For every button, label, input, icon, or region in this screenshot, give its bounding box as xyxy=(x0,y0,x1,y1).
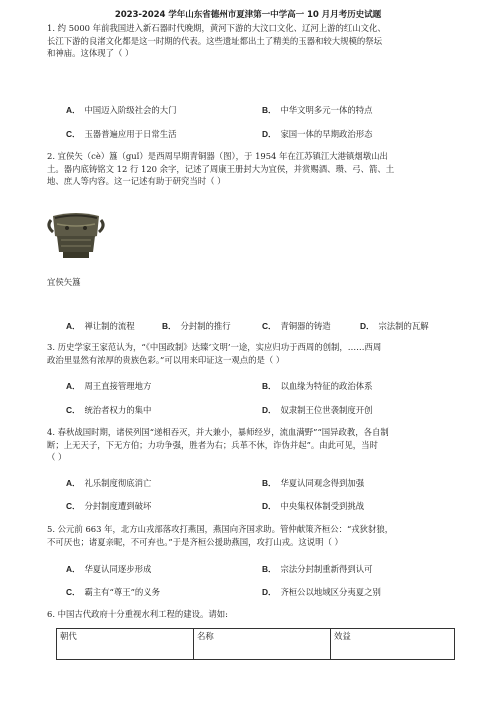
question-1-stem xyxy=(47,22,457,60)
q5-option-d[interactable]: D． 齐桓公以地域区分夷夏之别 xyxy=(262,587,381,597)
q1-option-c[interactable]: C． 玉器普遍应用于日常生活 xyxy=(66,129,177,139)
q2-option-b[interactable]: B． 分封制的推行 xyxy=(162,321,231,331)
q3-option-a[interactable]: A． 周王直接管理地方 xyxy=(66,381,152,391)
stem-line: 5. 公元前 663 年，北方山戎部落攻打燕国，燕国向齐国求助。管仲献策齐桓公：“戎狄豺狼， xyxy=(47,524,394,534)
q2-option-c[interactable]: C． 青铜器的铸造 xyxy=(262,321,331,331)
table-header-cell: 朝代 xyxy=(57,629,194,660)
q3-option-b[interactable]: B． 以血缘为特征的政治体系 xyxy=(262,381,373,391)
stem-line: 和神庙。这体现了（ ） xyxy=(47,48,134,59)
table-header-row xyxy=(57,629,455,660)
question-6-stem: 6. 中国古代政府十分重视水利工程的建设。请如: xyxy=(47,609,228,619)
stem-line: （ ） xyxy=(47,452,67,463)
stem-line: 政治里显然有浓厚的贵族色彩。”可以用来印证这一观点的是（ ） xyxy=(47,354,285,365)
table-header-cell: 效益 xyxy=(331,629,455,660)
q1-option-a[interactable]: A． 中国迈入阶级社会的大门 xyxy=(66,105,177,115)
q5-option-b[interactable]: B． 宗法分封制重新得到认可 xyxy=(262,564,373,574)
stem-line: 地、庶人等内容。这一记述有助于研究当时（ ） xyxy=(47,176,226,187)
question-5-stem xyxy=(47,523,457,548)
q3-option-d[interactable]: D． 奴隶制王位世袭制度开创 xyxy=(262,405,373,415)
stem-line: 不可厌也；诸夏亲昵，不可弃也。”于是齐桓公援助燕国，攻打山戎。这说明（ ） xyxy=(47,536,343,547)
q1-option-b[interactable]: B． 中华文明多元一体的特点 xyxy=(262,105,373,115)
q4-option-b[interactable]: B． 华夏认同观念得到加强 xyxy=(262,478,365,488)
q4-option-d[interactable]: D． 中央集权体制受到挑战 xyxy=(262,501,365,511)
stem-line: 1. 约 5000 年前我国进入新石器时代晚期，黄河下游的大汶口文化、辽河上游的红山文化、 xyxy=(47,23,386,33)
stem-line: 3. 历史学家王家范认为，“《中国政制》达臻‘文明’一途，实应归功于西周的创制，……西周 xyxy=(47,342,382,352)
bronze-gui-vessel-image xyxy=(47,206,105,262)
stem-line: 断；上无天子，下无方伯；力功争强，胜者为右；兵革不休，诈伪并起”。由此可见，当时 xyxy=(47,439,378,450)
page-title: 2023-2024 学年山东省德州市夏津第一中学高一 10 月月考历史试题 xyxy=(114,10,382,20)
question-2-stem xyxy=(47,150,457,188)
table-header-cell: 名称 xyxy=(194,629,331,660)
stem-line: 2. 宜侯矢（cè）簋（guǐ）是西周早期青铜器（图），于 1954 年在江苏镇江大港镇烟墩山出 xyxy=(47,151,388,161)
stem-line: 长江下游的良渚文化都是这一时期的代表。这些遗址都出土了精美的玉器和较大规模的祭坛 xyxy=(47,35,382,46)
image-caption: 宜侯矢簋 xyxy=(47,277,81,287)
q4-option-c[interactable]: C． 分封制度遭到破坏 xyxy=(66,501,152,511)
question-4-stem xyxy=(47,426,457,464)
q1-option-d[interactable]: D． 家国一体的早期政治形态 xyxy=(262,129,373,139)
water-projects-table xyxy=(56,628,455,660)
question-3-stem xyxy=(47,341,457,366)
q2-option-d[interactable]: D． 宗法制的瓦解 xyxy=(360,321,429,331)
q2-option-a[interactable]: A． 禅让制的流程 xyxy=(66,321,135,331)
stem-line: 土。器内底铸铭文 12 行 120 余字，记述了周康王册封大为宜侯，并赏赐酒、瓒、弓、箭、土 xyxy=(47,163,395,174)
q5-option-c[interactable]: C． 霸主有“尊王”的义务 xyxy=(66,587,160,597)
stem-line: 4. 春秋战国时期，诸侯列国“递相吞灭，并大兼小，暴师经岁，流血满野”“国异政教，各自制 xyxy=(47,427,389,437)
q3-option-c[interactable]: C． 统治者权力的集中 xyxy=(66,405,152,415)
q4-option-a[interactable]: A． 礼乐制度彻底消亡 xyxy=(66,478,152,488)
q5-option-a[interactable]: A． 华夏认同逐步形成 xyxy=(66,564,152,574)
